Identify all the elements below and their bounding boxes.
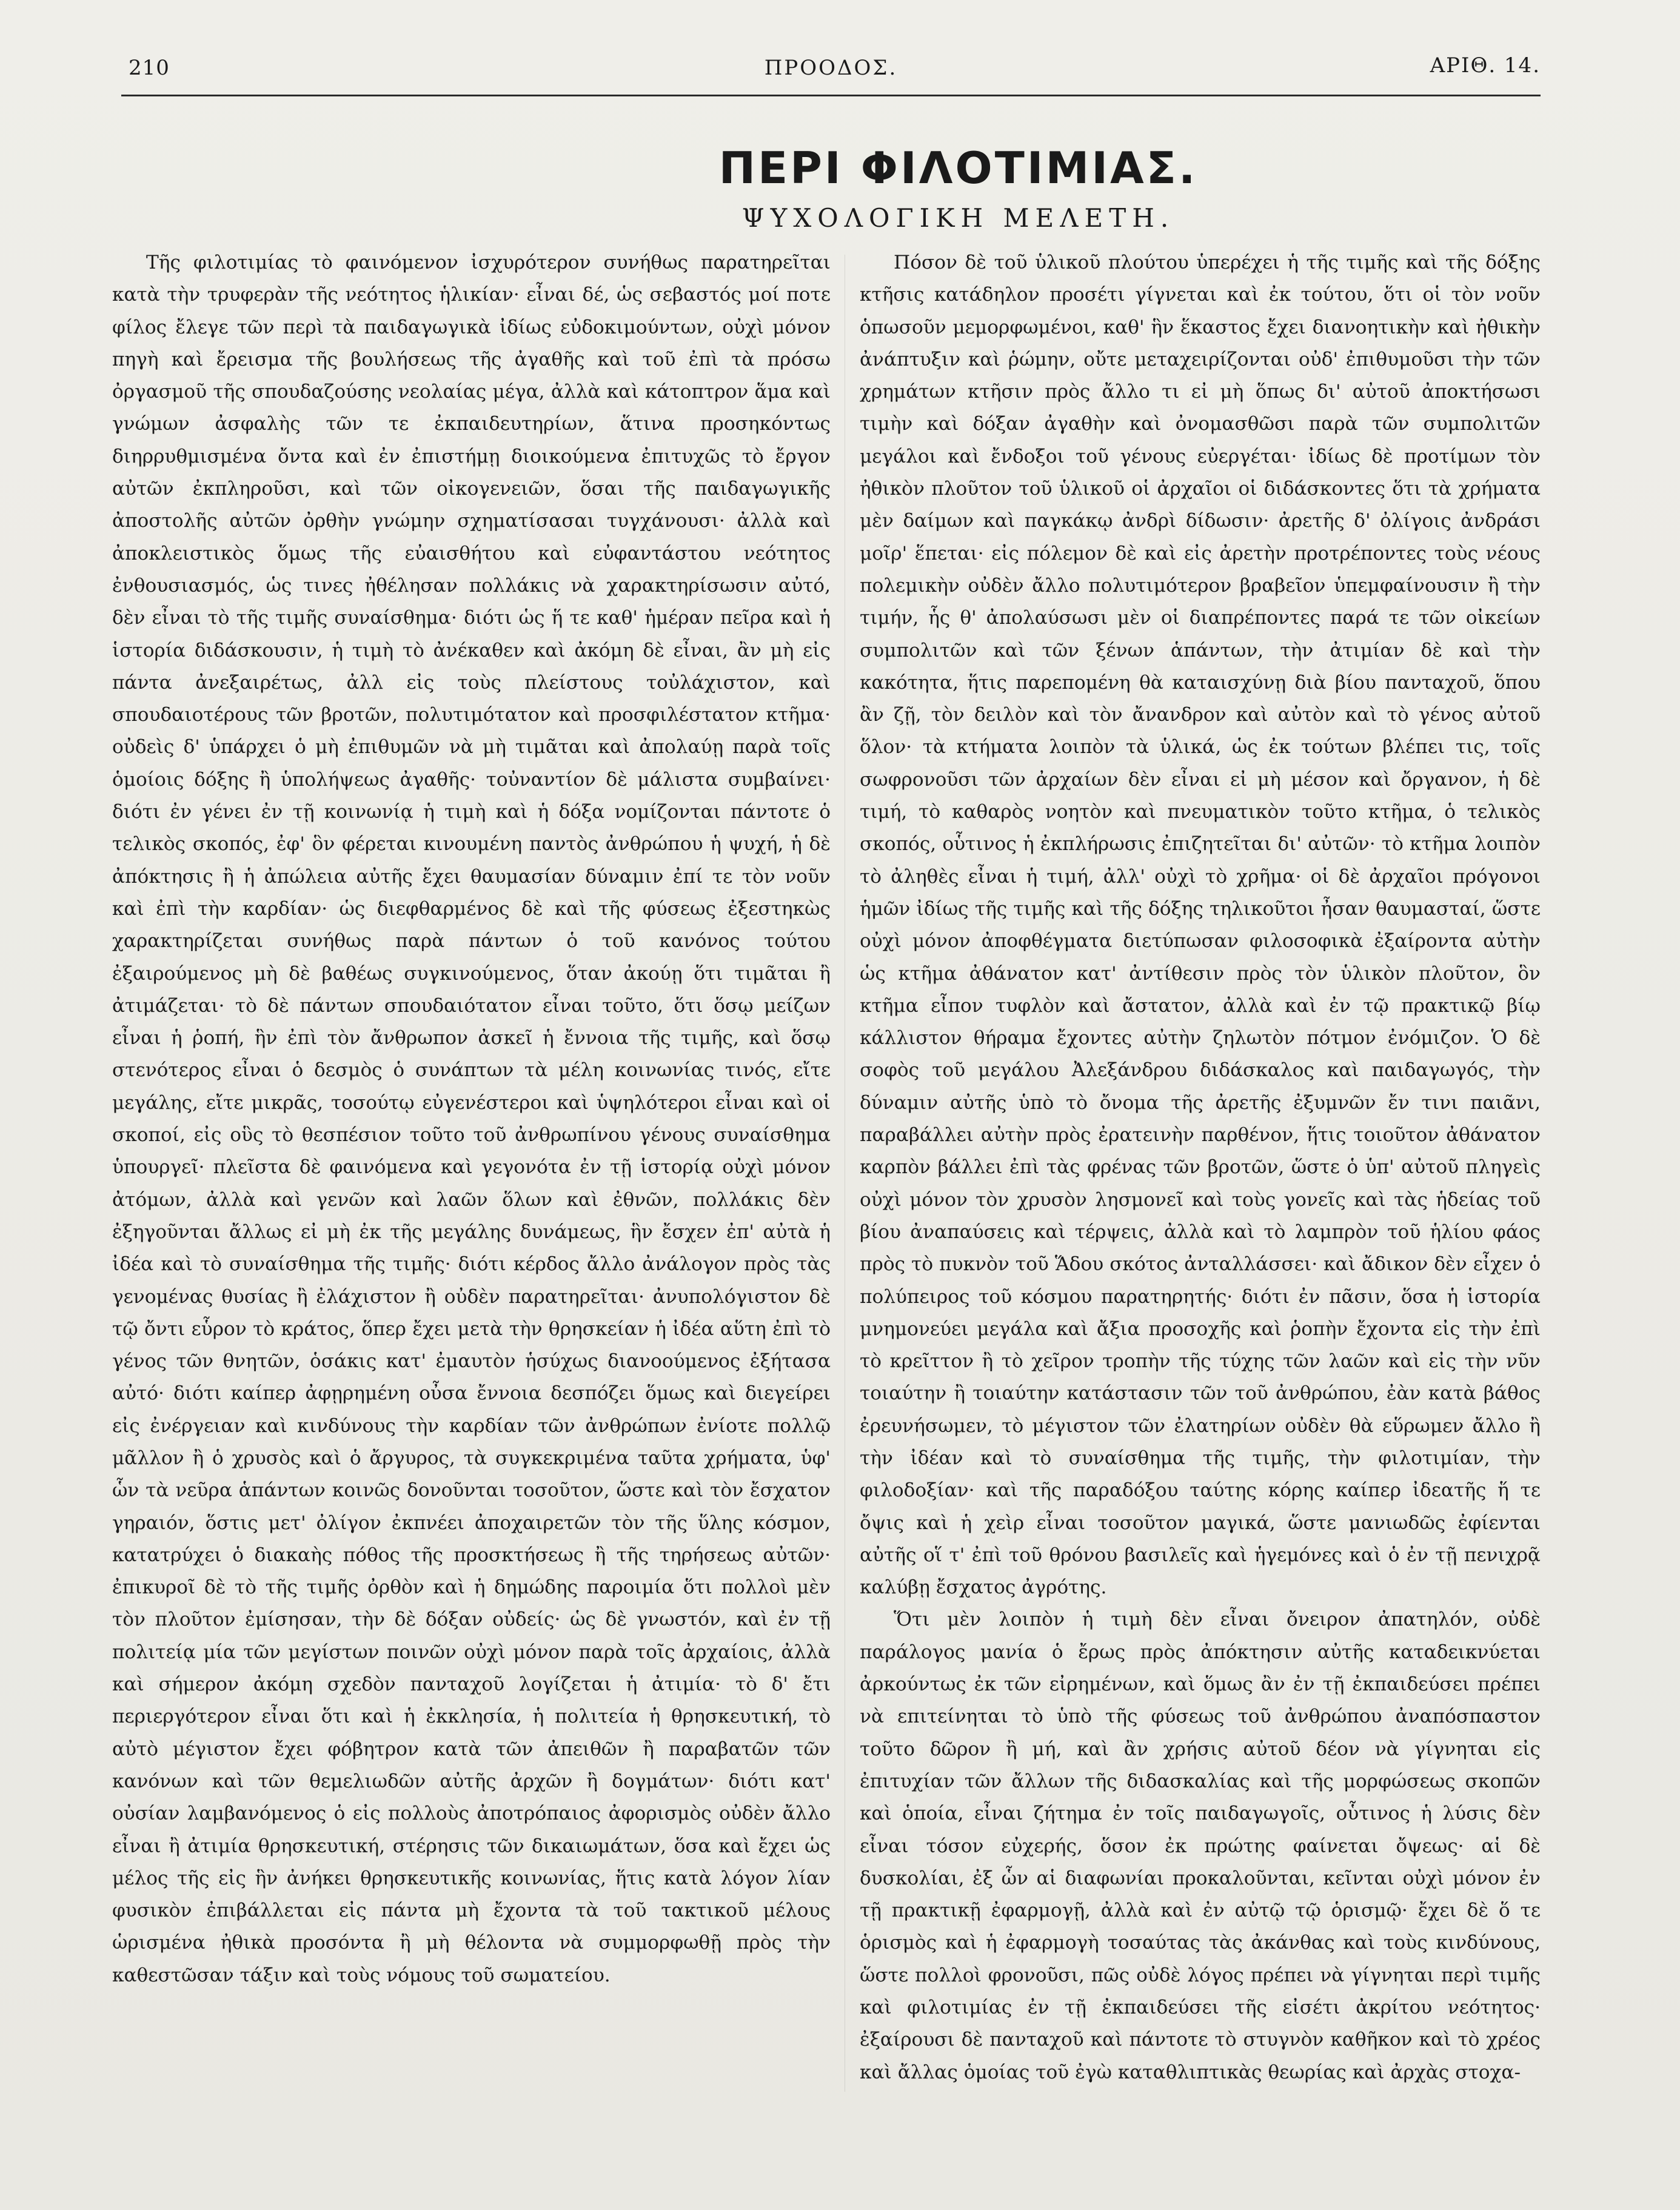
page-number: 210 — [129, 56, 170, 80]
paragraph: Τῆς φιλοτιμίας τὸ φαινόμενον ἰσχυρότερον συνήθως παρατηρεῖται κατὰ τὴν τρυφερὰν τῆς νεότητος ἡλικίαν· εἶναι δέ, ὡς σεβαστός μοί ποτε φίλος ἔλεγε τῶν περὶ τὰ παιδαγωγικὰ ἰδίως εὐδοκιμούντων, οὐχὶ μόνον πηγὴ καὶ ἔρεισμα τῆς βουλήσεως τῆς ἀγαθῆς καὶ τοῦ ἐπὶ τὰ πρόσω ὀργασμοῦ τῆς σπουδαζούσης νεολαίας μέγα, ἀλλὰ καὶ κάτοπτρον ἅμα καὶ γνώμων ἀσφαλὴς τῶν τε ἐκπαιδευτηρίων, ἅτινα προσηκόντως διηρρυθμισμένα ὄντα καὶ ἐν ἐπιστήμῃ διοικούμενα ἐπιτυχῶς τὸ ἔργον αὐτῶν ἐκπληροῦσι, καὶ τῶν οἰκογενειῶν, ὅσαι τῆς παιδαγωγικῆς ἀποστολῆς αὐτῶν ὀρθὴν γνώμην σχηματίσασαι τυγχάνουσι· ἀλλὰ καὶ ἀποκλειστικὸς ὅμως τῆς εὐαισθήτου καὶ εὐφαντάστου νεότητος ἐνθουσιασμός, ὡς τινες ἠθέλησαν πολλάκις νὰ χαρακτηρίσωσιν αὐτό, δὲν εἶναι τὸ τῆς τιμῆς συναίσθημα· διότι ὡς ἥ τε καθ' ἡμέραν πεῖρα καὶ ἡ ἱστορία διδάσκουσιν, ἡ τιμὴ τὸ ἀνέκαθεν καὶ ἀκόμη δὲ εἶναι, ἂν μὴ εἰς πάντα ἀνεξαιρέτως, ἀλλ εἰς τοὺς πλείστους τοὐλάχιστον, καὶ σπουδαιοτέρους τῶν βροτῶν, πολυτιμότατον καὶ προσφιλέστατον κτῆμα· οὐδεὶς δ' ὑπάρχει ὁ μὴ ἐπιθυμῶν νὰ μὴ τιμᾶται καὶ ἀπολαύῃ παρὰ τοῖς ὁμοίοις δόξης ἢ ὑπολήψεως ἀγαθῆς· τοὐναντίον δὲ μάλιστα συμβαίνει· διότι ἐν γένει ἐν τῇ κοινωνίᾳ ἡ τιμὴ καὶ ἡ δόξα νομίζονται πάντοτε ὁ τελικὸς σκοπός, ἐφ' ὃν φέρεται κινουμένη παντὸς ἀνθρώπου ἡ ψυχή, ἡ δὲ ἀπόκτησις ἢ ἡ ἀπώλεια αὐτῆς ἔχει θαυμασίαν δύναμιν ἐπί τε τὸν νοῦν καὶ ἐπὶ τὴν καρδίαν· ὡς διεφθαρμένος δὲ καὶ τῆς φύσεως ἐξεστηκὼς χαρακτηρίζεται συνήθως παρὰ πάντων ὁ τοῦ κανόνος τούτου ἐξαιρούμενος μὴ δὲ βαθέως συγκινούμενος, ὅταν ἀκούῃ ὅτι τιμᾶται ἢ ἀτιμάζεται· τὸ δὲ πάντων σπουδαιότατον εἶναι τοῦτο, ὅτι ὅσῳ μείζων εἶναι ἡ ῥοπή, ἣν ἐπὶ τὸν ἄνθρωπον ἀσκεῖ ἡ ἔννοια τῆς τιμῆς, καὶ ὅσῳ στενότερος εἶναι ὁ δεσμὸς ὁ συνάπτων τὰ μέλη κοινωνίας τινός, εἴτε μεγάλης, εἴτε μικρᾶς, τοσούτῳ εὐγενέστεροι καὶ ὑψηλότεροι εἶναι καὶ οἱ σκοποί, εἰς οὓς τὸ θεσπέσιον τοῦτο τοῦ ἀνθρωπίνου γένους συναίσθημα ὑπουργεῖ· πλεῖστα δὲ φαινόμενα καὶ γεγονότα ἐν τῇ ἱστορίᾳ οὐχὶ μόνον ἀτόμων, ἀλλὰ καὶ γενῶν καὶ λαῶν ὅλων καὶ ἐθνῶν, πολλάκις δὲν ἐξηγοῦνται ἄλλως εἰ μὴ ἐκ τῆς μεγάλης δυνάμεως, ἣν ἔσχεν ἐπ' αὐτὰ ἡ ἰδέα καὶ τὸ συναίσθημα τῆς τιμῆς· διότι κέρδος ἄλλο ἀνάλογον πρὸς τὰς γενομένας θυσίας ἢ ἐλάχιστον ἢ οὐδὲν παρατηρεῖται· ἀνυπολόγιστον δὲ τῷ ὄντι εὗρον τὸ κράτος, ὅπερ ἔχει μετὰ τὴν θρησκείαν ἡ ἰδέα αὕτη ἐπὶ τὸ γένος τῶν θνητῶν, ὁσάκις κατ' ἐμαυτὸν ἡσύχως διανοούμενος ἐξήτασα αὐτό· διότι καίπερ ἀφῃρημένη οὖσα ἔννοια δεσπόζει ὅμως καὶ διεγείρει εἰς ἐνέργειαν καὶ κινδύνους τὴν καρδίαν τῶν ἀνθρώπων ἐνίοτε πολλῷ μᾶλλον ἢ ὁ χρυσὸς καὶ ὁ ἄργυρος, τὰ συγκεκριμένα ταῦτα χρήματα, ὑφ' ὧν τὰ νεῦρα ἁπάντων κοινῶς δονοῦνται τοσοῦτον, ὥστε καὶ τὸν ἔσχατον γηραιόν, ὅστις μετ' ὀλίγον ἐκπνέει ἀποχαιρετῶν τὸν τῆς ὕλης κόσμον, κατατρύχει ὁ διακαὴς πόθος τῆς προσκτήσεως ἢ τῆς τηρήσεως αὐτῶν· ἐπικυροῖ δὲ τὸ τῆς τιμῆς ὀρθὸν καὶ ἡ δημώδης παροιμία ὅτι πολλοὶ μὲν τὸν πλοῦτον ἐμίσησαν, τὴν δὲ δόξαν οὐδείς· ὡς δὲ γνωστόν, καὶ ἐν τῇ πολιτείᾳ μία τῶν μεγίστων ποινῶν οὐχὶ μόνον παρὰ τοῖς ἀρχαίοις, ἀλλὰ καὶ σήμερον ἀκόμη σχεδὸν πανταχοῦ λογίζεται ἡ ἀτιμία· τὸ δ' ἔτι περιεργότερον εἶναι ὅτι καὶ ἡ ἐκκλησία, ἡ πολιτεία ἡ θρησκευτική, τὸ αὐτὸ μέγιστον ἔχει φόβητρον κατὰ τῶν ἀπειθῶν ἢ παραβατῶν τῶν κανόνων καὶ τῶν θεμελιωδῶν αὐτῆς ἀρχῶν ἢ δογμάτων· διότι κατ' οὐσίαν λαμβανόμενος ὁ εἰς πολλοὺς ἀποτρόπαιος ἀφορισμὸς οὐδὲν ἄλλο εἶναι ἢ ἀτιμία θρησκευτική, στέρησις τῶν δικαιωμάτων, ὅσα καὶ ἔχει ὡς μέλος τῆς εἰς ἣν ἀνήκει θρησκευτικῆς κοινωνίας, ἥτις κατὰ λόγον λίαν φυσικὸν ἐπιβάλλεται εἰς πάντα μὴ ἔχοντα τὰ τοῦ τακτικοῦ μέλους ὡρισμένα ἠθικὰ προσόντα ἢ μὴ θέλοντα νὰ συμμορφωθῇ πρὸς τὴν καθεστῶσαν τάξιν καὶ τοὺς νόμους τοῦ σωματείου. — [112, 252, 831, 1986]
running-header — [121, 50, 1541, 92]
issue-number: ΑΡΙΘ. 14. — [1430, 53, 1541, 78]
left-column — [112, 247, 831, 1992]
paragraph: Ὅτι μὲν λοιπὸν ἡ τιμὴ δὲν εἶναι ὄνειρον ἀπατηλόν, οὐδὲ παράλογος μανία ὁ ἔρως πρὸς ἀπόκτησιν αὐτῆς καταδεικνύεται ἀρκούντως ἐκ τῶν εἰρημένων, καὶ ὅμως ἂν ἐν τῇ ἐκπαιδεύσει πρέπει νὰ επιτείνηται τὸ ὑπὸ τῆς φύσεως τοῦ ἀνθρώπου ἀναπόσπαστον τοῦτο δῶρον ἢ μή, καὶ ἂν χρήσις αὐτοῦ δέον νὰ γίγνηται εἰς ἐπιτυχίαν τῶν ἄλλων τῆς διδασκαλίας καὶ τῆς μορφώσεως σκοπῶν καὶ ὁποία, εἶναι ζήτημα ἐν τοῖς παιδαγωγοῖς, οὗτινος ἡ λύσις δὲν εἶναι τόσον εὐχερής, ὅσον ἐκ πρώτης φαίνεται ὄψεως· αἱ δὲ δυσκολίαι, ἐξ ὧν αἱ διαφωνίαι προκαλοῦνται, κεῖνται οὐχὶ μόνον ἐν τῇ πρακτικῇ ἐφαρμογῇ, ἀλλὰ καὶ ἐν αὐτῷ τῷ ὁρισμῷ· ἔχει δὲ ὅ τε ὁρισμὸς καὶ ἡ ἐφαρμογὴ τοσαύτας τὰς ἀκάνθας καὶ τοὺς κινδύνους, ὥστε πολλοὶ φρονοῦσι, πῶς οὐδὲ λόγος πρέπει νὰ γίγνηται περὶ τιμῆς καὶ φιλοτιμίας ἐν τῇ ἐκπαιδεύσει τῆς εἰσέτι ἀκρίτου νεότητος· ἐξαίρουσι δὲ πανταχοῦ καὶ πάντοτε τὸ στυγνὸν καθῆκον καὶ τὸ χρέος καὶ ἄλλας ὁμοίας τοῦ ἐγὼ καταθλιπτικὰς θεωρίας καὶ ἀρχὰς στοχα- — [860, 1609, 1541, 2083]
magazine-name: ΠΡΟΟΔΟΣ. — [764, 56, 898, 80]
article-title: ΠΕΡΙ ΦΙΛΟΤΙΜΙΑΣ. — [718, 142, 1198, 193]
header-rule — [121, 95, 1541, 96]
right-column — [860, 247, 1541, 2089]
article-subtitle: ΨΥΧΟΛΟΓΙΚΗ ΜΕΛΕΤΗ. — [741, 203, 1175, 233]
paragraph: Πόσον δὲ τοῦ ὑλικοῦ πλούτου ὑπερέχει ἡ τῆς τιμῆς καὶ τῆς δόξης κτῆσις κατάδηλον προσέτι γίγνεται καὶ ἐκ τούτου, ὅτι οἱ τὸν νοῦν ὁπωσοῦν μεμορφωμένοι, καθ' ἣν ἕκαστος ἔχει διανοητικὴν καὶ ἠθικὴν ἀνάπτυξιν καὶ ῥώμην, οὔτε μεταχειρίζονται οὐδ' ἐπιθυμοῦσι τὴν τῶν χρημάτων κτῆσιν πρὸς ἄλλο τι εἰ μὴ ὅπως δι' αὐτοῦ ἀποκτήσωσι τιμὴν καὶ δόξαν ἀγαθὴν καὶ ὀνομασθῶσι παρὰ τῶν συμπολιτῶν μεγάλοι καὶ ἔνδοξοι τοῦ γένους εὐεργέται· ἰδίως δὲ προτίμων τὸν ἠθικὸν πλοῦτον τοῦ ὑλικοῦ οἱ ἀρχαῖοι οἱ διδάσκοντες ὅτι τὰ χρήματα μὲν δαίμων καὶ παγκάκῳ ἀνδρὶ δίδωσιν· ἀρετῆς δ' ὀλίγοις ἀνδράσι μοῖρ' ἕπεται· εἰς πόλεμον δὲ καὶ εἰς ἀρετὴν προτρέποντες τοὺς νέους πολεμικὴν οὐδὲν ἄλλο πολυτιμότερον βραβεῖον ὑπεμφαίνουσιν ἢ τὴν τιμήν, ἧς θ' ἀπολαύσωσι μὲν οἱ διαπρέποντες παρά τε τῶν οἰκείων συμπολιτῶν καὶ τῶν ξένων ἁπάντων, τὴν ἀτιμίαν δὲ καὶ τὴν κακότητα, ἥτις παρεπομένη θὰ καταισχύνῃ διὰ βίου πανταχοῦ, ὅπου ἂν ζῇ, τὸν δειλὸν καὶ τὸν ἄνανδρον καὶ αὐτὸν καὶ τὸ γένος αὐτοῦ ὅλον· τὰ κτήματα λοιπὸν τὰ ὑλικά, ὡς ἐκ τούτων βλέπει τις, τοῖς σωφρονοῦσι τῶν ἀρχαίων δὲν εἶναι εἰ μὴ μέσον καὶ ὄργανον, ἡ δὲ τιμή, τὸ καθαρὸς νοητὸν καὶ πνευματικὸν τοῦτο κτῆμα, ὁ τελικὸς σκοπός, οὗτινος ἡ ἐκπλήρωσις ἐπιζητεῖται δι' αὐτῶν· τὸ κτῆμα λοιπὸν τὸ ἀληθὲς εἶναι ἡ τιμή, ἀλλ' οὐχὶ τὸ χρῆμα· οἱ δὲ ἀρχαῖοι πρόγονοι ἡμῶν ἰδίως τῆς τιμῆς καὶ τῆς δόξης τηλικοῦτοι ἦσαν θαυμασταί, ὥστε οὐχὶ μόνον ἀποφθέγματα διετύπωσαν φιλοσοφικὰ ἐξαίροντα αὐτὴν ὡς κτῆμα ἀθάνατον κατ' ἀντίθεσιν πρὸς τὸν ὑλικὸν πλοῦτον, ὃν κτῆμα εἶπον τυφλὸν καὶ ἄστατον, ἀλλὰ καὶ ἐν τῷ πρακτικῷ βίῳ κάλλιστον θήραμα ἔχοντες αὐτὴν ζηλωτὸν πότμον ἐνόμιζον. Ὁ δὲ σοφὸς τοῦ μεγάλου Ἀλεξάνδρου διδάσκαλος καὶ παιδαγωγός, τὴν δύναμιν αὐτῆς ὑπὸ τὸ ὄνομα τῆς ἀρετῆς ἐξυμνῶν ἔν τινι παιᾶνι, παραβάλλει αὐτὴν πρὸς ἐρατεινὴν παρθένον, ἥτις τοιοῦτον ἀθάνατον καρπὸν βάλλει ἐπὶ τὰς φρένας τῶν βροτῶν, ὥστε ὁ ὑπ' αὐτοῦ πληγεὶς οὐχὶ μόνον τὸν χρυσὸν λησμονεῖ καὶ τοὺς γονεῖς καὶ τὰς ἡδείας τοῦ βίου ἀναπαύσεις καὶ τέρψεις, ἀλλὰ καὶ τὸ λαμπρὸν τοῦ ἡλίου φάος πρὸς τὸ πυκνὸν τοῦ Ἅδου σκότος ἀνταλλάσσει· καὶ ἄδικον δὲν εἶχεν ὁ πολύπειρος τοῦ κόσμου παρατηρητής· διότι ἐν πᾶσιν, ὅσα ἡ ἱστορία μνημονεύει μεγάλα καὶ ἄξια προσοχῆς καὶ ῥοπὴν ἔχοντα εἰς τὴν ἐπὶ τὸ κρεῖττον ἢ τὸ χεῖρον τροπὴν τῆς τύχης τῶν λαῶν καὶ εἰς τὴν νῦν τοιαύτην ἢ τοιαύτην κατάστασιν τῶν τοῦ ἀνθρώπου, ἐὰν κατὰ βάθος ἐρευνήσωμεν, τὸ μέγιστον τῶν ἐλατηρίων οὐδὲν θὰ εὕρωμεν ἄλλο ἢ τὴν ἰδέαν καὶ τὸ συναίσθημα τῆς τιμῆς, τὴν φιλοτιμίαν, τὴν φιλοδοξίαν· καὶ τῆς παραδόξου ταύτης κόρης καίπερ ἰδεατῆς ἥ τε ὄψις καὶ ἡ χεὶρ εἶναι τοσοῦτον μαγικά, ὥστε μανιωδῶς ἐφίενται αὐτῆς οἵ τ' ἐπὶ τοῦ θρόνου βασιλεῖς καὶ ἡγεμόνες καὶ ὁ ἐν τῇ πενιχρᾷ καλύβῃ ἔσχατος ἀγρότης. — [860, 252, 1541, 1599]
